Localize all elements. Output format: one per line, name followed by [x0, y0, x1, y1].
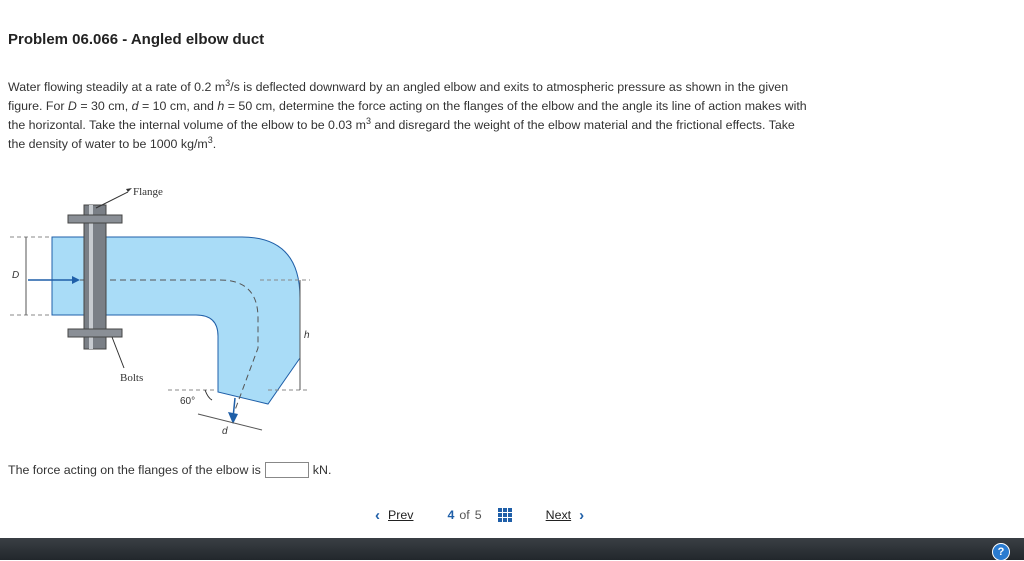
label-h: h [304, 330, 310, 341]
answer-input[interactable] [265, 462, 309, 478]
bottom-bar [0, 538, 1024, 560]
bolt-bottom [68, 329, 122, 337]
page-total: 5 [474, 508, 482, 522]
bolt-top [68, 215, 122, 223]
symbol-D: D [67, 99, 77, 113]
superscript: 3 [225, 77, 231, 88]
statement-text: Water flowing steadily at a rate of 0.2 m [8, 80, 226, 94]
page-current: 4 [447, 508, 455, 522]
answer-unit: kN. [312, 463, 332, 477]
page-of: of [459, 508, 470, 522]
answer-prompt: The force acting on the flanges of the elbow is [8, 463, 261, 477]
problem-title: Problem 06.066 - Angled elbow duct [8, 31, 265, 48]
help-icon[interactable]: ? [992, 543, 1010, 561]
statement-text: = 10 cm, and [138, 99, 218, 113]
pagination [375, 505, 584, 525]
superscript: 3 [365, 115, 371, 126]
superscript: 3 [207, 134, 213, 145]
flange [84, 205, 106, 349]
symbol-h: h [217, 99, 225, 113]
statement-text: /s is deflected downward by an angled elbow and exits to atmospheric pressure as shown in the given figure. For [8, 80, 789, 113]
label-D: D [12, 270, 20, 281]
symbol-d: d [131, 99, 139, 113]
label-bolts: Bolts [120, 372, 144, 384]
grid-icon[interactable] [498, 508, 512, 522]
statement-text: and disregard the weight of the elbow material and the frictional effects. Take the density of water to be 1000 kg/m [8, 118, 795, 151]
chevron-left-icon[interactable]: ‹ [375, 506, 380, 524]
statement-text: = 30 cm, [76, 99, 132, 113]
statement-text: = 50 cm, determine the force acting on the flanges of the elbow and the angle its line of action makes with the horizontal. Take the internal volume of the elbow to be 0.03 m [8, 99, 807, 132]
next-link[interactable]: Next [545, 508, 572, 522]
prev-link[interactable]: Prev [388, 508, 414, 522]
label-angle: 60° [180, 396, 196, 407]
answer-row [8, 462, 331, 478]
statement-text: . [212, 137, 217, 151]
problem-statement [8, 78, 808, 154]
label-d: d [222, 426, 228, 437]
chevron-right-icon[interactable]: › [579, 506, 585, 524]
label-flange: Flange [133, 186, 163, 198]
elbow-duct-figure [0, 178, 340, 440]
